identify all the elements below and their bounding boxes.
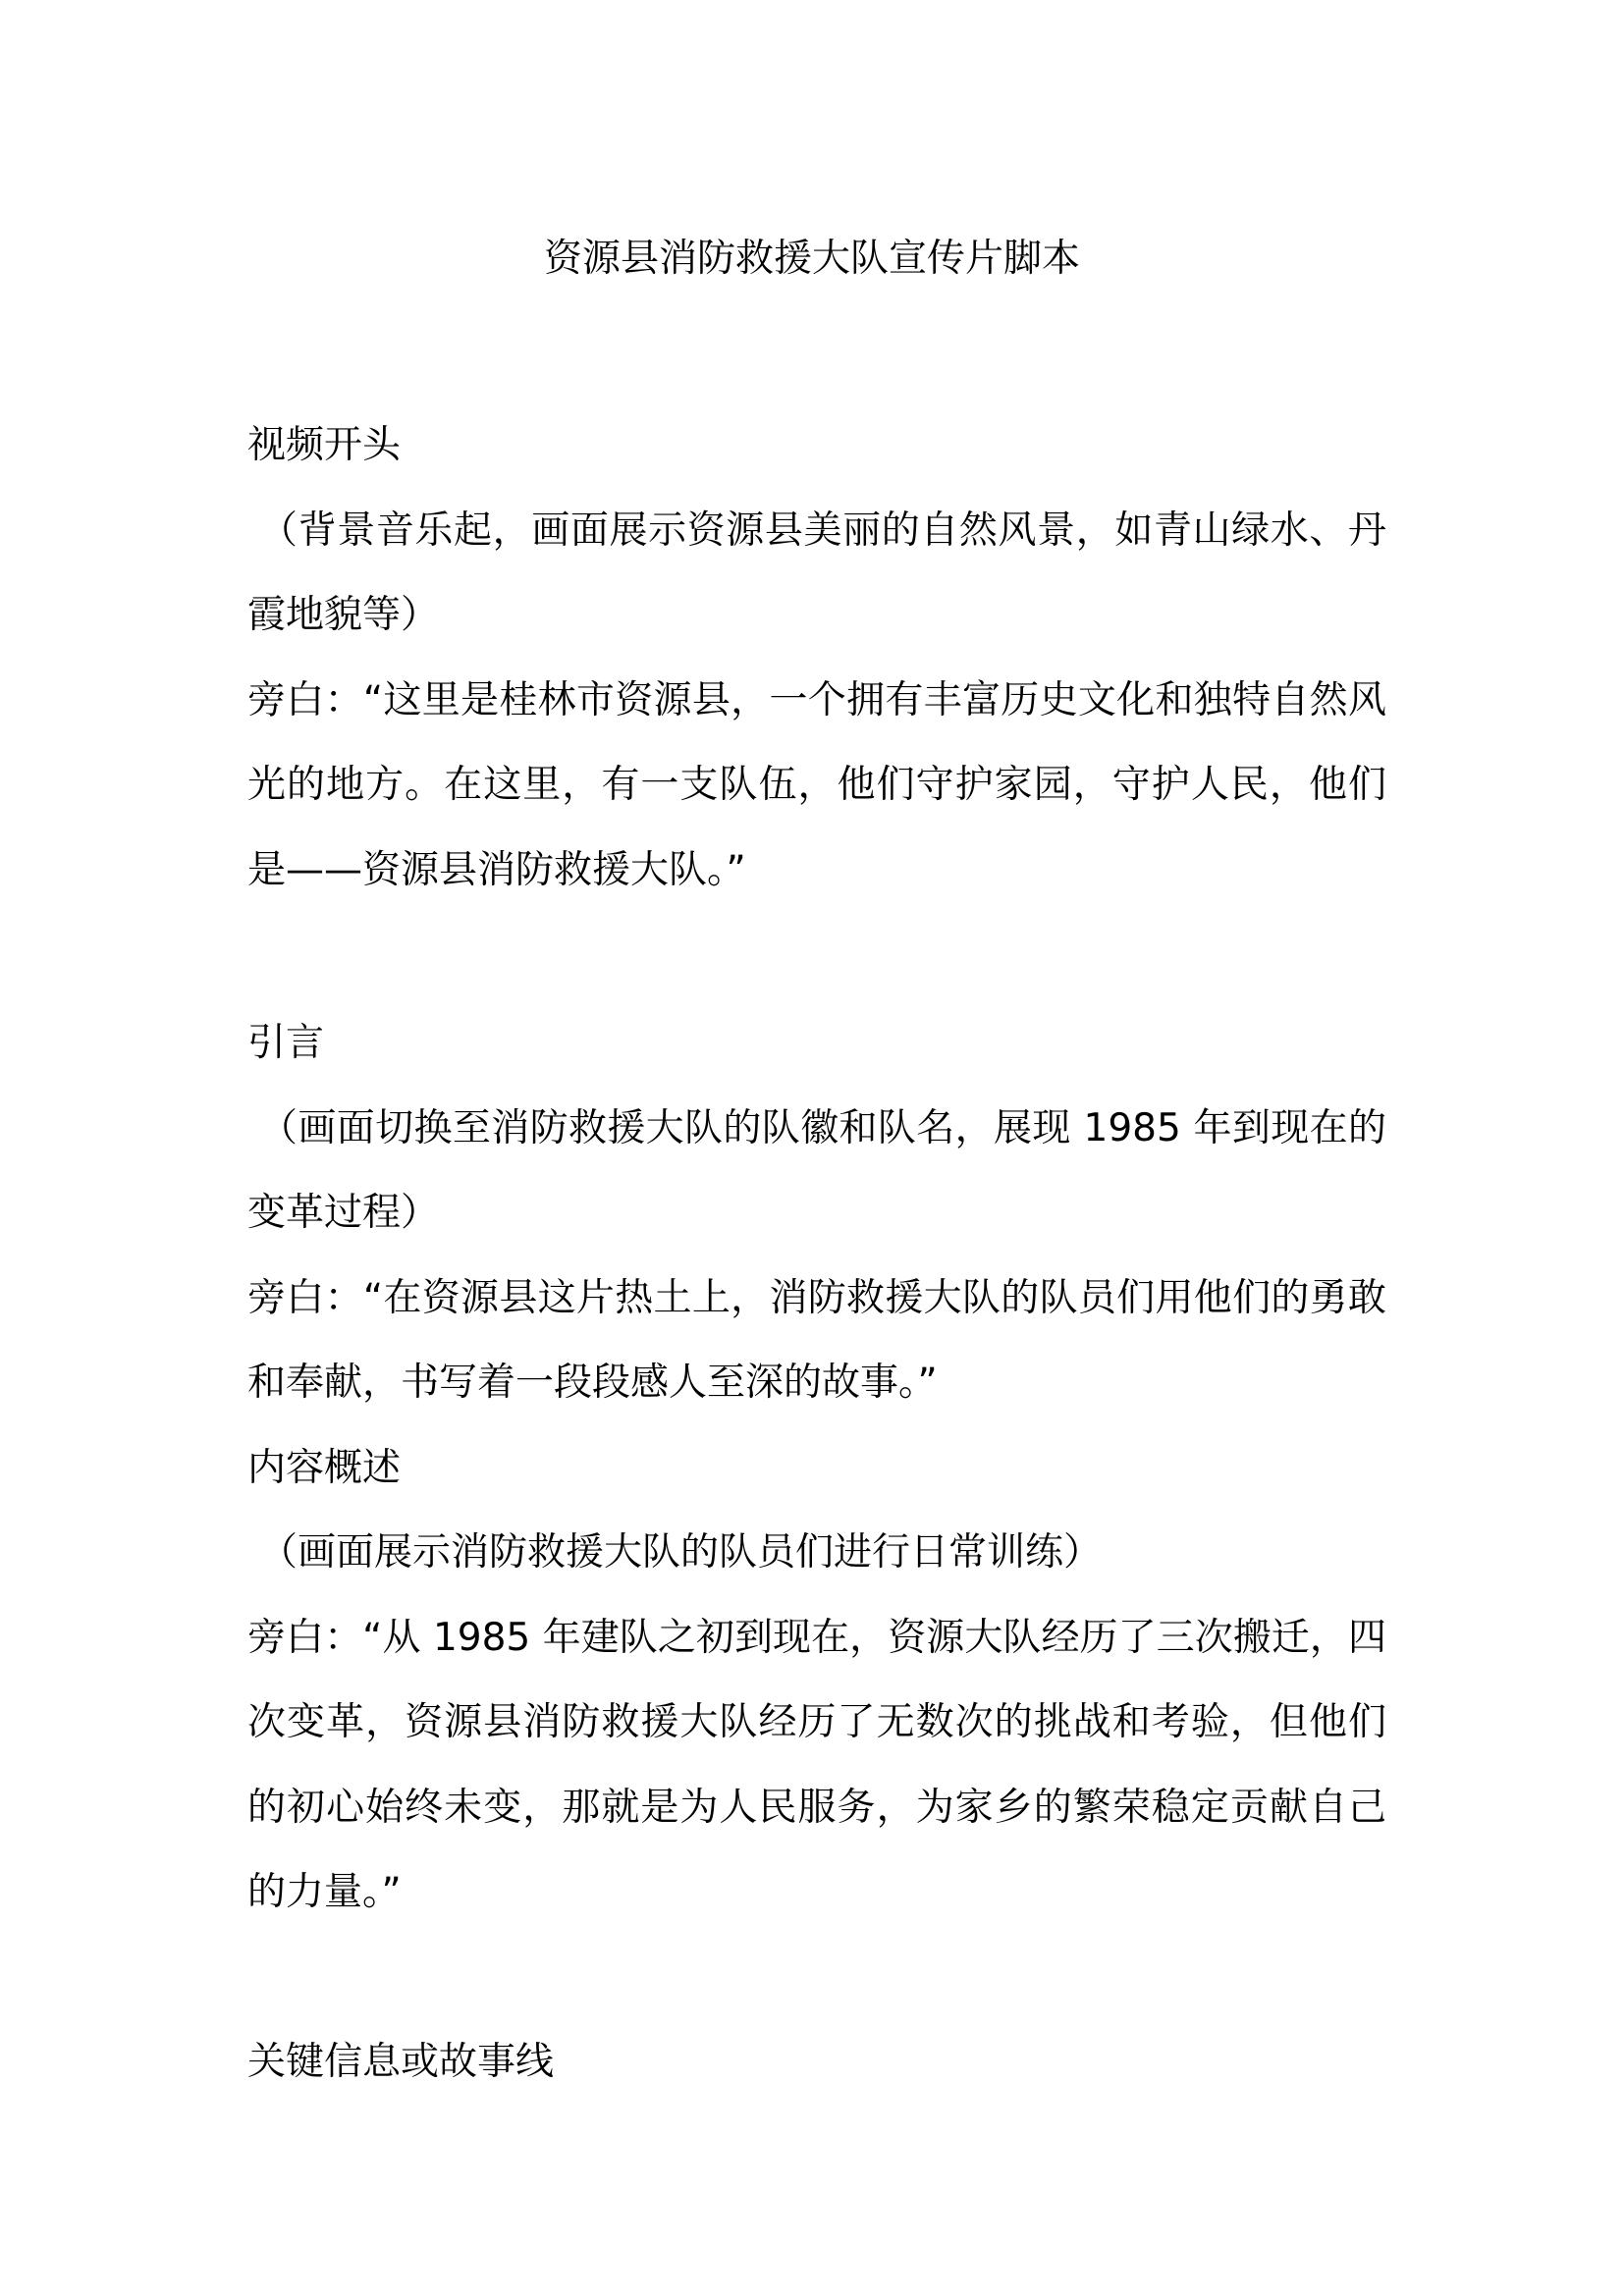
section-heading: 内容概述 [247,1445,402,1490]
document-title: 资源县消防救援大队宣传片脚本 [543,237,1080,281]
stage-direction: （画面切换至消防救援大队的队徽和队名，展现 1985 年到现在的变革过程） [247,1105,1386,1235]
stage-direction: （画面展示消防救援大队的队员们进行日常训练） [259,1530,1103,1575]
section-heading: 引言 [247,1021,325,1065]
section-introduction [247,1001,1386,1936]
stage-direction: （背景音乐起，画面展示资源县美丽的自然风景，如青山绿水、丹霞地貌等） [247,507,1386,637]
narration-text: 旁白：“在资源县这片热土上，消防救援大队的队员们用他们的勇敢和奉献，书写着一段段感人至深的故事。” [247,1275,1386,1405]
section-heading: 视频开头 [247,423,402,467]
section-video-opening [247,403,1386,913]
section-heading-key-storyline: 关键信息或故事线 [247,2040,555,2084]
narration-text: 旁白：“从 1985 年建队之初到现在，资源大队经历了三次搬迁，四次变革，资源县消防救援大队经历了无数次的挑战和考验，但他们的初心始终未变，那就是为人民服务，为家乡的繁荣稳定贡献自己的力量。” [247,1615,1386,1914]
narration-text: 旁白：“这里是桂林市资源县，一个拥有丰富历史文化和独特自然风光的地方。在这里，有一支队伍，他们守护家园，守护人民，他们是——资源县消防救援大队。” [247,677,1386,892]
